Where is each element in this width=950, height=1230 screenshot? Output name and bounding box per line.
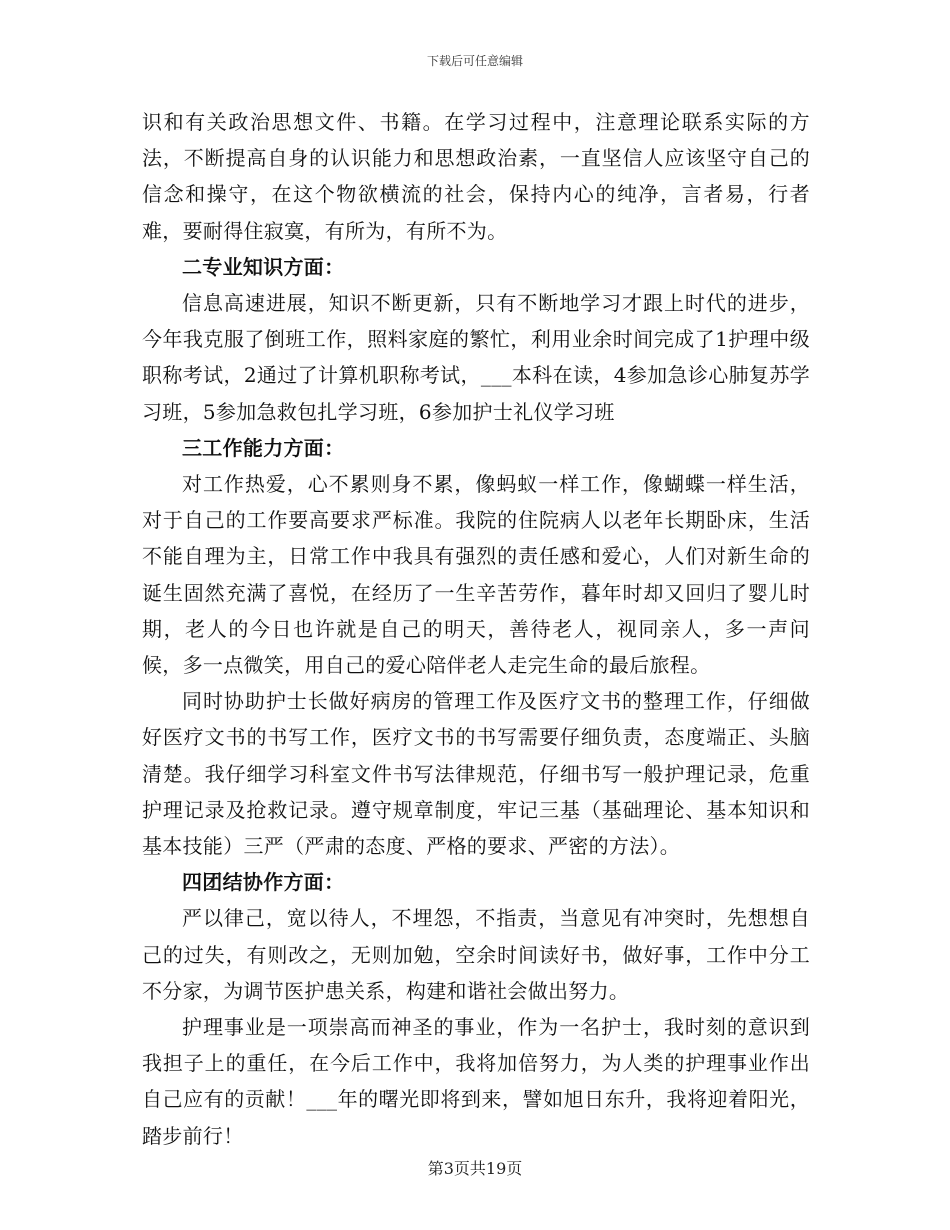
paragraph-medical-documents: 同时协助护士长做好病房的管理工作及医疗文书的整理工作，仔细做好医疗文书的书写工作，医疗文书的书写需要仔细负责，态度端正、头脑清楚。我仔细学习科室文件书写法律规范，仔细书写一般护理记录，危重护理记录及抢救记录。遵守规章制度，牢记三基（基础理论、基本知识和基本技能）三严（严肃的态度、严格的要求、严密的方法）。: [142, 689, 810, 859]
section-heading-professional-knowledge: 二专业知识方面：: [182, 254, 345, 279]
page-number-footer: 第3页共19页: [427, 1159, 523, 1178]
paragraph-political-study: 识和有关政治思想文件、书籍。在学习过程中，注意理论联系实际的方法，不断提高自身的认识能力和思想政治素，一直坚信人应该坚守自己的信念和操守，在这个物欲横流的社会，保持内心的纯净，言者易，行者难，要耐得住寂寞，有所为，有所不为。: [142, 110, 810, 243]
paragraph-teamwork: 严以律己，宽以待人，不埋怨，不指责，当意见有冲突时，先想想自己的过失，有则改之，无则加勉，空余时间读好书，做好事，工作中分工不分家，为调节医护患关系，构建和谐社会做出努力。: [142, 906, 810, 1003]
paragraph-professional-knowledge: 信息高速进展，知识不断更新，只有不断地学习才跟上时代的进步，今年我克服了倒班工作，照料家庭的繁忙，利用业余时间完成了1护理中级职称考试，2通过了计算机职称考试，___本科在读，4参加急诊心肺复苏学习班，5参加急救包扎学习班，6参加护士礼仪学习班: [142, 291, 810, 424]
section-heading-work-ability: 三工作能力方面：: [182, 435, 345, 460]
paragraph-conclusion: 护理事业是一项崇高而神圣的事业，作为一名护士，我时刻的意识到我担子上的重任，在今后工作中，我将加倍努力，为人类的护理事业作出自己应有的贡献！___年的曙光即将到来，譬如旭日东升，我将迎着阳光，踏步前行！: [142, 1015, 810, 1148]
page-header: 下载后可任意编辑: [426, 54, 523, 68]
document-body: [142, 104, 810, 1154]
paragraph-work-ability: 对工作热爱，心不累则身不累，像蚂蚁一样工作，像蝴蝶一样生活，对于自己的工作要高要求严标准。我院的住院病人以老年长期卧床，生活不能自理为主，日常工作中我具有强烈的责任感和爱心，人们对新生命的诞生固然充满了喜悦，在经历了一生辛苦劳作，暮年时却又回归了婴儿时期，老人的今日也许就是自己的明天，善待老人，视同亲人，多一声问候，多一点微笑，用自己的爱心陪伴老人走完生命的最后旅程。: [142, 472, 810, 678]
section-heading-teamwork: 四团结协作方面：: [182, 870, 345, 895]
